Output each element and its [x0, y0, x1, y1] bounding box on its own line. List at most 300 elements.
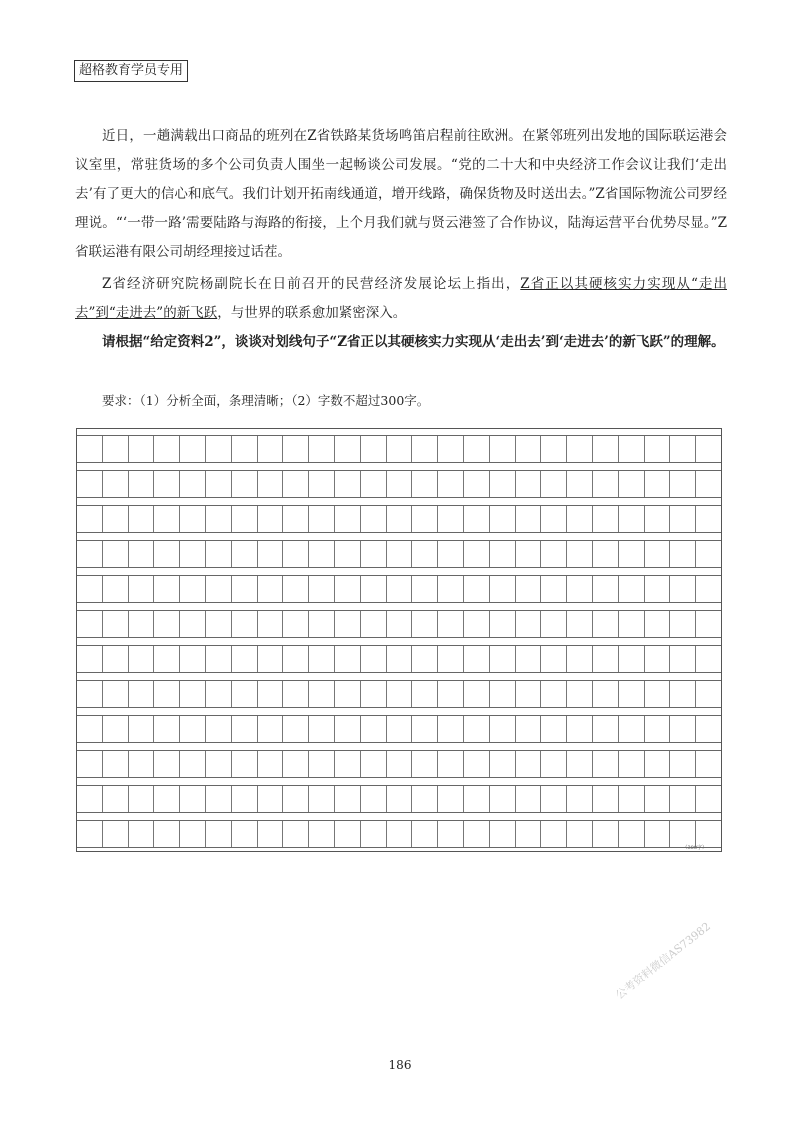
grid-cell[interactable]	[309, 716, 335, 742]
grid-cell[interactable]	[490, 506, 516, 532]
grid-cell[interactable]	[567, 436, 593, 462]
grid-cell[interactable]	[645, 786, 671, 812]
grid-cell[interactable]	[154, 471, 180, 497]
grid-cell[interactable]	[645, 611, 671, 637]
grid-cell[interactable]	[361, 751, 387, 777]
grid-cell[interactable]	[619, 576, 645, 602]
grid-cell[interactable]	[361, 646, 387, 672]
grid-cell[interactable]	[567, 681, 593, 707]
grid-cell[interactable]	[541, 541, 567, 567]
grid-cell[interactable]	[77, 471, 103, 497]
grid-cell[interactable]	[645, 471, 671, 497]
grid-cell[interactable]	[567, 471, 593, 497]
grid-cell[interactable]	[129, 646, 155, 672]
grid-cell[interactable]	[464, 786, 490, 812]
grid-cell[interactable]	[154, 506, 180, 532]
grid-cell[interactable]	[490, 646, 516, 672]
grid-cell[interactable]	[387, 786, 413, 812]
grid-cell[interactable]	[593, 576, 619, 602]
grid-cell[interactable]	[283, 681, 309, 707]
grid-cell[interactable]	[567, 646, 593, 672]
grid-cell[interactable]	[541, 821, 567, 847]
grid-cell[interactable]	[103, 786, 129, 812]
grid-cell[interactable]	[619, 506, 645, 532]
grid-cell[interactable]	[180, 611, 206, 637]
grid-cell[interactable]	[593, 821, 619, 847]
grid-cell[interactable]	[670, 576, 696, 602]
grid-cell[interactable]	[696, 436, 721, 462]
grid-cell[interactable]	[516, 436, 542, 462]
grid-cell[interactable]	[387, 541, 413, 567]
grid-cell[interactable]	[567, 716, 593, 742]
grid-cell[interactable]	[670, 751, 696, 777]
grid-cell[interactable]	[619, 786, 645, 812]
grid-cell[interactable]	[180, 646, 206, 672]
grid-cell[interactable]	[180, 786, 206, 812]
grid-cell[interactable]	[309, 751, 335, 777]
grid-cell[interactable]	[180, 751, 206, 777]
grid-cell[interactable]	[335, 611, 361, 637]
grid-cell[interactable]	[206, 436, 232, 462]
grid-cell[interactable]	[670, 541, 696, 567]
grid-cell[interactable]	[670, 646, 696, 672]
grid-cell[interactable]	[103, 611, 129, 637]
grid-cell[interactable]	[154, 681, 180, 707]
grid-cell[interactable]	[77, 751, 103, 777]
grid-cell[interactable]	[412, 786, 438, 812]
grid-cell[interactable]	[619, 646, 645, 672]
grid-cell[interactable]	[490, 821, 516, 847]
grid-cell[interactable]	[387, 646, 413, 672]
grid-cell[interactable]	[103, 681, 129, 707]
grid-cell[interactable]	[645, 436, 671, 462]
grid-cell[interactable]	[516, 506, 542, 532]
grid-cell[interactable]	[258, 506, 284, 532]
grid-cell[interactable]	[438, 471, 464, 497]
grid-cell[interactable]	[309, 786, 335, 812]
grid-cell[interactable]	[387, 716, 413, 742]
grid-cell[interactable]	[180, 541, 206, 567]
grid-cell[interactable]	[180, 681, 206, 707]
grid-cell[interactable]	[567, 541, 593, 567]
grid-cell[interactable]	[516, 471, 542, 497]
grid-cell[interactable]	[335, 436, 361, 462]
grid-cell[interactable]	[77, 506, 103, 532]
grid-cell[interactable]	[696, 821, 721, 847]
grid-cell[interactable]	[464, 576, 490, 602]
grid-cell[interactable]	[103, 541, 129, 567]
grid-cell[interactable]	[283, 751, 309, 777]
grid-cell[interactable]	[129, 681, 155, 707]
grid-cell[interactable]	[258, 576, 284, 602]
grid-cell[interactable]	[619, 681, 645, 707]
grid-cell[interactable]	[593, 716, 619, 742]
grid-cell[interactable]	[438, 541, 464, 567]
grid-cell[interactable]	[283, 716, 309, 742]
grid-cell[interactable]	[567, 751, 593, 777]
grid-cell[interactable]	[206, 576, 232, 602]
grid-cell[interactable]	[438, 576, 464, 602]
grid-cell[interactable]	[232, 646, 258, 672]
grid-cell[interactable]	[154, 716, 180, 742]
grid-cell[interactable]	[206, 821, 232, 847]
grid-cell[interactable]	[438, 646, 464, 672]
grid-cell[interactable]	[103, 716, 129, 742]
grid-cell[interactable]	[541, 506, 567, 532]
grid-cell[interactable]	[541, 681, 567, 707]
grid-cell[interactable]	[283, 471, 309, 497]
grid-cell[interactable]	[232, 821, 258, 847]
grid-cell[interactable]	[593, 436, 619, 462]
grid-cell[interactable]	[335, 751, 361, 777]
grid-cell[interactable]	[567, 576, 593, 602]
grid-cell[interactable]	[412, 681, 438, 707]
grid-cell[interactable]	[645, 716, 671, 742]
grid-cell[interactable]	[258, 716, 284, 742]
grid-cell[interactable]	[593, 611, 619, 637]
grid-cell[interactable]	[541, 786, 567, 812]
grid-cell[interactable]	[129, 541, 155, 567]
grid-cell[interactable]	[309, 471, 335, 497]
answer-grid[interactable]	[76, 428, 722, 852]
grid-cell[interactable]	[412, 821, 438, 847]
grid-cell[interactable]	[387, 611, 413, 637]
grid-cell[interactable]	[77, 541, 103, 567]
grid-cell[interactable]	[670, 716, 696, 742]
grid-cell[interactable]	[696, 646, 721, 672]
grid-cell[interactable]	[258, 821, 284, 847]
grid-cell[interactable]	[541, 611, 567, 637]
grid-cell[interactable]	[232, 681, 258, 707]
grid-cell[interactable]	[129, 751, 155, 777]
grid-cell[interactable]	[154, 821, 180, 847]
grid-cell[interactable]	[232, 751, 258, 777]
grid-cell[interactable]	[438, 821, 464, 847]
grid-cell[interactable]	[335, 716, 361, 742]
grid-cell[interactable]	[438, 611, 464, 637]
grid-cell[interactable]	[154, 541, 180, 567]
grid-cell[interactable]	[412, 506, 438, 532]
grid-cell[interactable]	[541, 716, 567, 742]
grid-cell[interactable]	[77, 436, 103, 462]
grid-cell[interactable]	[490, 751, 516, 777]
grid-cell[interactable]	[387, 681, 413, 707]
grid-cell[interactable]	[258, 681, 284, 707]
grid-cell[interactable]	[361, 541, 387, 567]
grid-cell[interactable]	[258, 541, 284, 567]
grid-cell[interactable]	[696, 716, 721, 742]
grid-cell[interactable]	[541, 576, 567, 602]
grid-cell[interactable]	[696, 611, 721, 637]
grid-cell[interactable]	[129, 471, 155, 497]
grid-cell[interactable]	[412, 541, 438, 567]
grid-cell[interactable]	[464, 716, 490, 742]
grid-cell[interactable]	[541, 646, 567, 672]
grid-cell[interactable]	[619, 541, 645, 567]
grid-cell[interactable]	[412, 576, 438, 602]
grid-cell[interactable]	[103, 471, 129, 497]
grid-cell[interactable]	[541, 751, 567, 777]
grid-cell[interactable]	[258, 646, 284, 672]
grid-cell[interactable]	[670, 471, 696, 497]
grid-cell[interactable]	[77, 576, 103, 602]
grid-cell[interactable]	[464, 541, 490, 567]
grid-cell[interactable]	[438, 436, 464, 462]
grid-cell[interactable]	[361, 436, 387, 462]
grid-cell[interactable]	[490, 716, 516, 742]
grid-cell[interactable]	[412, 471, 438, 497]
grid-cell[interactable]	[696, 541, 721, 567]
grid-cell[interactable]	[593, 646, 619, 672]
grid-cell[interactable]	[309, 541, 335, 567]
grid-cell[interactable]	[438, 751, 464, 777]
grid-cell[interactable]	[180, 716, 206, 742]
grid-cell[interactable]	[258, 786, 284, 812]
grid-cell[interactable]	[696, 506, 721, 532]
grid-cell[interactable]	[670, 436, 696, 462]
grid-cell[interactable]	[490, 786, 516, 812]
grid-cell[interactable]	[645, 646, 671, 672]
grid-cell[interactable]	[283, 436, 309, 462]
grid-cell[interactable]	[516, 751, 542, 777]
grid-cell[interactable]	[490, 541, 516, 567]
grid-cell[interactable]	[567, 786, 593, 812]
grid-cell[interactable]	[309, 506, 335, 532]
grid-cell[interactable]	[567, 821, 593, 847]
grid-cell[interactable]	[516, 576, 542, 602]
grid-cell[interactable]	[258, 751, 284, 777]
grid-cell[interactable]	[593, 506, 619, 532]
grid-cell[interactable]	[516, 786, 542, 812]
grid-cell[interactable]	[103, 751, 129, 777]
grid-cell[interactable]	[645, 576, 671, 602]
grid-cell[interactable]	[206, 471, 232, 497]
grid-cell[interactable]	[670, 506, 696, 532]
grid-cell[interactable]	[387, 436, 413, 462]
grid-cell[interactable]	[232, 576, 258, 602]
grid-cell[interactable]	[335, 681, 361, 707]
grid-cell[interactable]	[412, 646, 438, 672]
grid-cell[interactable]	[206, 681, 232, 707]
grid-cell[interactable]	[387, 471, 413, 497]
grid-cell[interactable]	[180, 576, 206, 602]
grid-cell[interactable]	[593, 751, 619, 777]
grid-cell[interactable]	[387, 751, 413, 777]
grid-cell[interactable]	[516, 716, 542, 742]
grid-cell[interactable]	[361, 506, 387, 532]
grid-cell[interactable]	[387, 576, 413, 602]
grid-cell[interactable]	[283, 576, 309, 602]
grid-cell[interactable]	[77, 646, 103, 672]
grid-cell[interactable]	[490, 611, 516, 637]
grid-cell[interactable]	[77, 821, 103, 847]
grid-cell[interactable]	[541, 471, 567, 497]
grid-cell[interactable]	[412, 436, 438, 462]
grid-cell[interactable]	[619, 611, 645, 637]
grid-cell[interactable]	[567, 506, 593, 532]
grid-cell[interactable]	[206, 611, 232, 637]
grid-cell[interactable]	[77, 681, 103, 707]
grid-cell[interactable]	[77, 716, 103, 742]
grid-cell[interactable]	[696, 576, 721, 602]
grid-cell[interactable]	[232, 436, 258, 462]
grid-cell[interactable]	[670, 681, 696, 707]
grid-cell[interactable]	[619, 821, 645, 847]
grid-cell[interactable]	[309, 436, 335, 462]
grid-cell[interactable]	[283, 646, 309, 672]
grid-cell[interactable]	[645, 821, 671, 847]
grid-cell[interactable]	[180, 506, 206, 532]
grid-cell[interactable]	[438, 786, 464, 812]
grid-cell[interactable]	[335, 471, 361, 497]
grid-cell[interactable]	[129, 786, 155, 812]
grid-cell[interactable]	[335, 646, 361, 672]
grid-cell[interactable]	[283, 786, 309, 812]
grid-cell[interactable]	[619, 471, 645, 497]
grid-cell[interactable]	[516, 681, 542, 707]
grid-cell[interactable]	[154, 646, 180, 672]
grid-cell[interactable]	[206, 786, 232, 812]
grid-cell[interactable]	[645, 681, 671, 707]
grid-cell[interactable]	[464, 751, 490, 777]
grid-cell[interactable]	[309, 821, 335, 847]
grid-cell[interactable]	[412, 611, 438, 637]
grid-cell[interactable]	[180, 436, 206, 462]
grid-cell[interactable]	[645, 506, 671, 532]
grid-cell[interactable]	[77, 611, 103, 637]
grid-cell[interactable]	[258, 611, 284, 637]
grid-cell[interactable]	[335, 576, 361, 602]
grid-cell[interactable]	[335, 821, 361, 847]
grid-cell[interactable]	[232, 471, 258, 497]
grid-cell[interactable]	[670, 786, 696, 812]
grid-cell[interactable]	[619, 716, 645, 742]
grid-cell[interactable]	[129, 506, 155, 532]
grid-cell[interactable]	[154, 436, 180, 462]
grid-cell[interactable]	[361, 786, 387, 812]
grid-cell[interactable]	[490, 576, 516, 602]
grid-cell[interactable]	[129, 821, 155, 847]
grid-cell[interactable]	[335, 786, 361, 812]
grid-cell[interactable]	[619, 436, 645, 462]
grid-cell[interactable]	[361, 716, 387, 742]
grid-cell[interactable]	[129, 436, 155, 462]
grid-cell[interactable]	[361, 821, 387, 847]
grid-cell[interactable]	[438, 681, 464, 707]
grid-cell[interactable]	[232, 506, 258, 532]
grid-cell[interactable]	[696, 786, 721, 812]
grid-cell[interactable]	[309, 646, 335, 672]
grid-cell[interactable]	[103, 821, 129, 847]
grid-cell[interactable]	[412, 716, 438, 742]
grid-cell[interactable]	[645, 751, 671, 777]
grid-cell[interactable]	[490, 681, 516, 707]
grid-cell[interactable]	[206, 751, 232, 777]
grid-cell[interactable]	[490, 436, 516, 462]
grid-cell[interactable]	[103, 646, 129, 672]
grid-cell[interactable]	[464, 506, 490, 532]
grid-cell[interactable]	[129, 576, 155, 602]
grid-cell[interactable]	[283, 821, 309, 847]
grid-cell[interactable]	[438, 506, 464, 532]
grid-cell[interactable]	[335, 506, 361, 532]
grid-cell[interactable]	[206, 506, 232, 532]
grid-cell[interactable]	[309, 681, 335, 707]
grid-cell[interactable]	[593, 786, 619, 812]
grid-cell[interactable]	[361, 611, 387, 637]
grid-cell[interactable]	[593, 471, 619, 497]
grid-cell[interactable]	[206, 646, 232, 672]
grid-cell[interactable]	[232, 541, 258, 567]
grid-cell[interactable]	[309, 611, 335, 637]
grid-cell[interactable]	[387, 506, 413, 532]
grid-cell[interactable]	[464, 821, 490, 847]
grid-cell[interactable]	[103, 576, 129, 602]
grid-cell[interactable]	[593, 541, 619, 567]
grid-cell[interactable]	[232, 716, 258, 742]
grid-cell[interactable]	[180, 821, 206, 847]
grid-cell[interactable]	[619, 751, 645, 777]
grid-cell[interactable]	[103, 436, 129, 462]
grid-cell[interactable]	[412, 751, 438, 777]
grid-cell[interactable]	[696, 751, 721, 777]
grid-cell[interactable]	[696, 681, 721, 707]
grid-cell[interactable]	[154, 751, 180, 777]
grid-cell[interactable]	[283, 541, 309, 567]
grid-cell[interactable]	[283, 506, 309, 532]
grid-cell[interactable]	[696, 471, 721, 497]
grid-cell[interactable]	[232, 611, 258, 637]
grid-cell[interactable]	[180, 471, 206, 497]
grid-cell[interactable]	[670, 611, 696, 637]
grid-cell[interactable]	[516, 611, 542, 637]
grid-cell[interactable]	[129, 716, 155, 742]
grid-cell[interactable]	[567, 611, 593, 637]
grid-cell[interactable]	[258, 436, 284, 462]
grid-cell[interactable]	[361, 576, 387, 602]
grid-cell[interactable]	[387, 821, 413, 847]
grid-cell[interactable]	[464, 646, 490, 672]
grid-cell[interactable]	[464, 436, 490, 462]
grid-cell[interactable]	[645, 541, 671, 567]
grid-cell[interactable]	[361, 681, 387, 707]
grid-cell[interactable]	[361, 471, 387, 497]
grid-cell[interactable]	[464, 471, 490, 497]
grid-cell[interactable]	[154, 576, 180, 602]
grid-cell[interactable]	[438, 716, 464, 742]
grid-cell[interactable]	[516, 821, 542, 847]
grid-cell[interactable]	[283, 611, 309, 637]
grid-cell[interactable]	[516, 646, 542, 672]
grid-cell[interactable]	[541, 436, 567, 462]
grid-cell[interactable]	[258, 471, 284, 497]
grid-cell[interactable]	[77, 786, 103, 812]
grid-cell[interactable]	[232, 786, 258, 812]
grid-cell[interactable]	[593, 681, 619, 707]
grid-cell[interactable]	[516, 541, 542, 567]
grid-cell[interactable]	[206, 541, 232, 567]
grid-cell[interactable]	[206, 716, 232, 742]
grid-cell[interactable]	[464, 611, 490, 637]
grid-cell[interactable]	[670, 821, 696, 847]
grid-cell[interactable]	[464, 681, 490, 707]
grid-cell[interactable]	[309, 576, 335, 602]
grid-cell[interactable]	[335, 541, 361, 567]
grid-cell[interactable]	[129, 611, 155, 637]
grid-cell[interactable]	[490, 471, 516, 497]
grid-cell[interactable]	[103, 506, 129, 532]
grid-cell[interactable]	[154, 611, 180, 637]
